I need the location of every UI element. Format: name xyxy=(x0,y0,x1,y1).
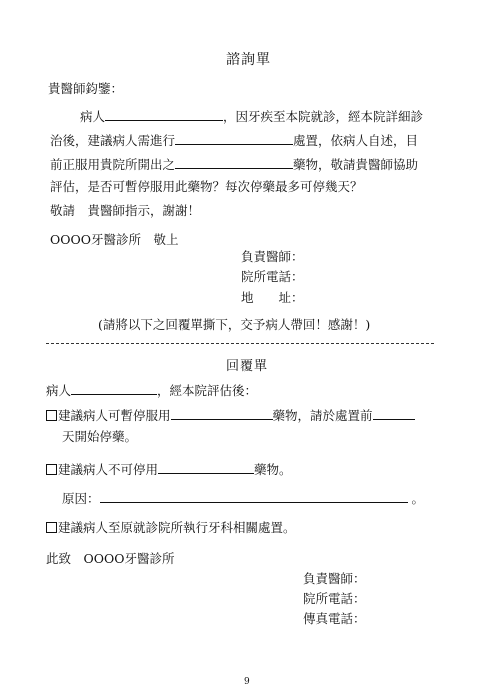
page-number: 9 xyxy=(244,677,250,687)
inquiry-line-1 xyxy=(80,109,423,124)
reply-patient-label: 病人 xyxy=(46,383,72,398)
reason-blank[interactable] xyxy=(100,491,408,503)
option-1-text-a: 建議病人可暫停服用 xyxy=(58,408,171,423)
patient-name-blank[interactable] xyxy=(105,109,223,121)
line2-text-b: 處置，依病人自述，目 xyxy=(293,133,419,148)
tear-off-divider xyxy=(46,343,434,344)
reason-end-mark: 。 xyxy=(411,491,425,506)
option-2-text-a: 建議病人不可停用 xyxy=(58,462,159,477)
reply-phone-label: 院所電話： xyxy=(303,591,366,606)
reason-label: 原因： xyxy=(62,491,100,506)
inquiry-phone-label: 院所電話： xyxy=(241,269,304,284)
line1-text: ，因牙疾至本院就診，經本院詳細診 xyxy=(223,109,424,124)
tear-off-note: (請將以下之回覆單撕下，交予病人帶回！感謝！) xyxy=(98,317,371,332)
option-1-continued: 天開始停藥。 xyxy=(62,429,138,444)
reply-doctor-label: 負責醫師： xyxy=(303,571,366,586)
option-1-medication-blank[interactable] xyxy=(171,408,273,420)
line2-text-a: 治後，建議病人需進行 xyxy=(50,133,176,148)
reason-line xyxy=(62,491,424,506)
option-1-days-blank[interactable] xyxy=(373,408,415,420)
inquiry-doctor-label: 負責醫師： xyxy=(241,249,304,264)
inquiry-line-5: 敬請 貴醫師指示，謝謝！ xyxy=(50,203,201,218)
reply-patient-line xyxy=(46,383,257,398)
medication-blank[interactable] xyxy=(175,157,293,169)
option-1-checkbox[interactable] xyxy=(46,410,57,421)
inquiry-title: 諮詢單 xyxy=(226,52,271,68)
reply-fax-label: 傳真電話： xyxy=(303,611,366,626)
option-1-line xyxy=(46,408,415,423)
option-2-text-b: 藥物。 xyxy=(254,462,292,477)
option-3-text: 建議病人至原就診院所執行牙科相關處置。 xyxy=(58,520,296,535)
option-2-medication-blank[interactable] xyxy=(158,462,254,474)
line3-text-b: 藥物，敬請貴醫師協助 xyxy=(293,157,419,172)
option-2-line xyxy=(46,462,292,477)
salutation: 貴醫師鈞鑒： xyxy=(48,81,124,96)
reply-patient-text: ，經本院評估後： xyxy=(157,383,258,398)
patient-label: 病人 xyxy=(80,109,106,124)
reply-title: 回覆單 xyxy=(226,359,269,374)
option-1-text-b: 藥物，請於處置前 xyxy=(272,408,373,423)
inquiry-line-3 xyxy=(50,157,418,172)
procedure-blank[interactable] xyxy=(175,133,293,145)
option-2-checkbox[interactable] xyxy=(46,464,57,475)
inquiry-line-4: 評估，是否可暫停服用此藥物？每次停藥最多可停幾天？ xyxy=(50,179,363,194)
clinic-signature: OOOO牙醫診所 敬上 xyxy=(50,232,179,247)
inquiry-address-label: 地 址： xyxy=(241,290,304,305)
line3-text-a: 前正服用貴院所開出之 xyxy=(50,157,176,172)
inquiry-line-2 xyxy=(50,133,418,148)
option-3-line xyxy=(46,522,296,535)
reply-patient-blank[interactable] xyxy=(71,383,157,395)
reply-closing: 此致 OOOO牙醫診所 xyxy=(46,551,175,566)
option-3-checkbox[interactable] xyxy=(46,522,57,533)
